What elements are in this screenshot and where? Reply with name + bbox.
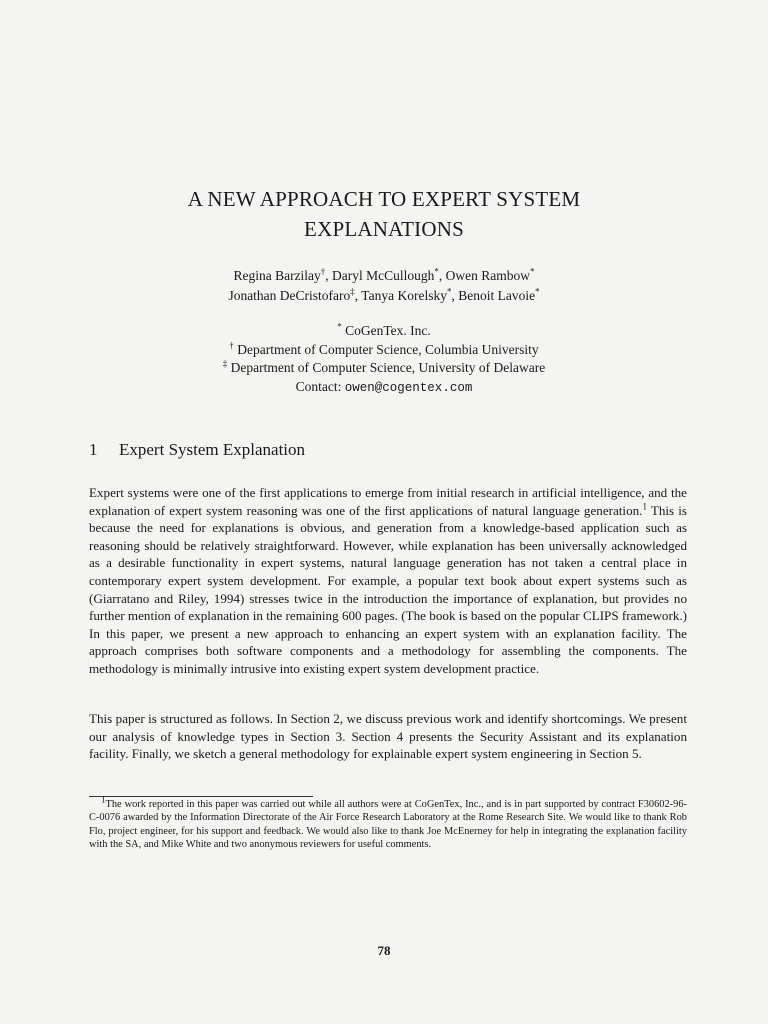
affiliation-columbia [0,341,768,360]
author-line-2: Jonathan DeCristofaro‡, Tanya Korelsky*, Benoit Lavoie* [228,286,540,303]
paragraph-text: This is because the need for explanations is obvious, and generation from a knowledge-based application such as reasoning should be relatively straightforward. However, while explanation has been universally acknowledged as a desirable functionality in expert systems, natural language generation has not taken a central place in contemporary expert system development. For example, a popular text book about expert systems such as (Giarratano and Riley, 1994) stresses twice in the introduction the importance of explanation, but provides no further mention of explanation in the remaining 600 pages. (The book is based on the popular CLIPS framework.) In this paper, we present a new approach to enhancing an expert system with an explanation facility. The approach comprises both software components and a methodology for assembling the components. The methodology is minimally intrusive into existing expert system development practice. [89,502,687,676]
author-mark: * [530,266,535,277]
author-mark: † [320,266,326,277]
body-paragraph-2 [89,710,687,763]
affiliation-delaware [0,359,768,378]
footnote-text: The work reported in this paper was carried out while all authors were at CoGenTex, Inc., and is in part supported by contract F30602-96-C-0076 awarded by the Information Directorate of the Air Force Research Laboratory at the Rome Research Site. We would like to thank Rob Flo, project engineer, for his support and feedback. We would also like to thank Joe McEnerney for help in integrating the explanation facility with the SA, and Mike White and two anonymous reviewers for useful comments. [89,799,687,851]
section-heading [89,440,305,460]
author-name: Owen Rambow [445,268,531,283]
author-line-1: Regina Barzilay†, Daryl McCullough*, Owen Rambow* [233,266,535,283]
author-name: Jonathan DeCristofaro [228,288,351,303]
affiliation-mark: ‡ [222,358,228,369]
author-mark: * [535,286,540,297]
affiliation-mark: * [337,321,342,332]
author-name: Tanya Korelsky [361,288,447,303]
paper-title [0,184,768,244]
affiliation-block [0,322,768,397]
affiliation-name: CoGenTex. Inc. [345,323,431,338]
contact-line [0,378,768,398]
footnote [89,794,687,852]
contact-label: Contact: [295,378,342,394]
author-name: Benoit Lavoie [458,288,536,303]
paragraph-text: Expert systems were one of the first applications to emerge from initial research in artificial intelligence, and the explanation of expert system reasoning was one of the first applications of natural language generation. [89,485,687,518]
affiliation-name: Department of Computer Science, Columbia University [237,341,539,357]
affiliation-name: Department of Computer Science, University of Delaware [230,360,546,375]
footnote-reference: 1 [642,501,647,512]
affiliation-mark: † [229,340,234,350]
author-list [0,266,768,306]
section-number: 1 [89,440,98,459]
paragraph-text: This paper is structured as follows. In Section 2, we discuss previous work and identify shortcomings. We present our analysis of knowledge types in Section 3. Section 4 presents the Security Assistant and its explanation facility. Finally, we sketch a general methodology for explainable expert system engineering in Section 5. [89,711,687,762]
contact-email: owen@cogentex.com [344,380,473,395]
title-line-1: A NEW APPROACH TO EXPERT SYSTEM [187,187,581,211]
footnote-rule [89,796,313,797]
author-mark: * [434,266,439,277]
author-name: Daryl McCullough [332,268,435,283]
author-mark: ‡ [350,286,355,297]
section-title: Expert System Explanation [119,440,306,459]
page-number: 78 [377,943,391,958]
body-paragraph-1 [89,484,687,678]
footnote-mark: 1 [101,794,106,805]
author-name: Regina Barzilay [233,268,321,283]
author-mark: * [446,286,452,297]
title-line-2: EXPLANATIONS [304,217,464,241]
affiliation-cogentex [0,322,768,341]
